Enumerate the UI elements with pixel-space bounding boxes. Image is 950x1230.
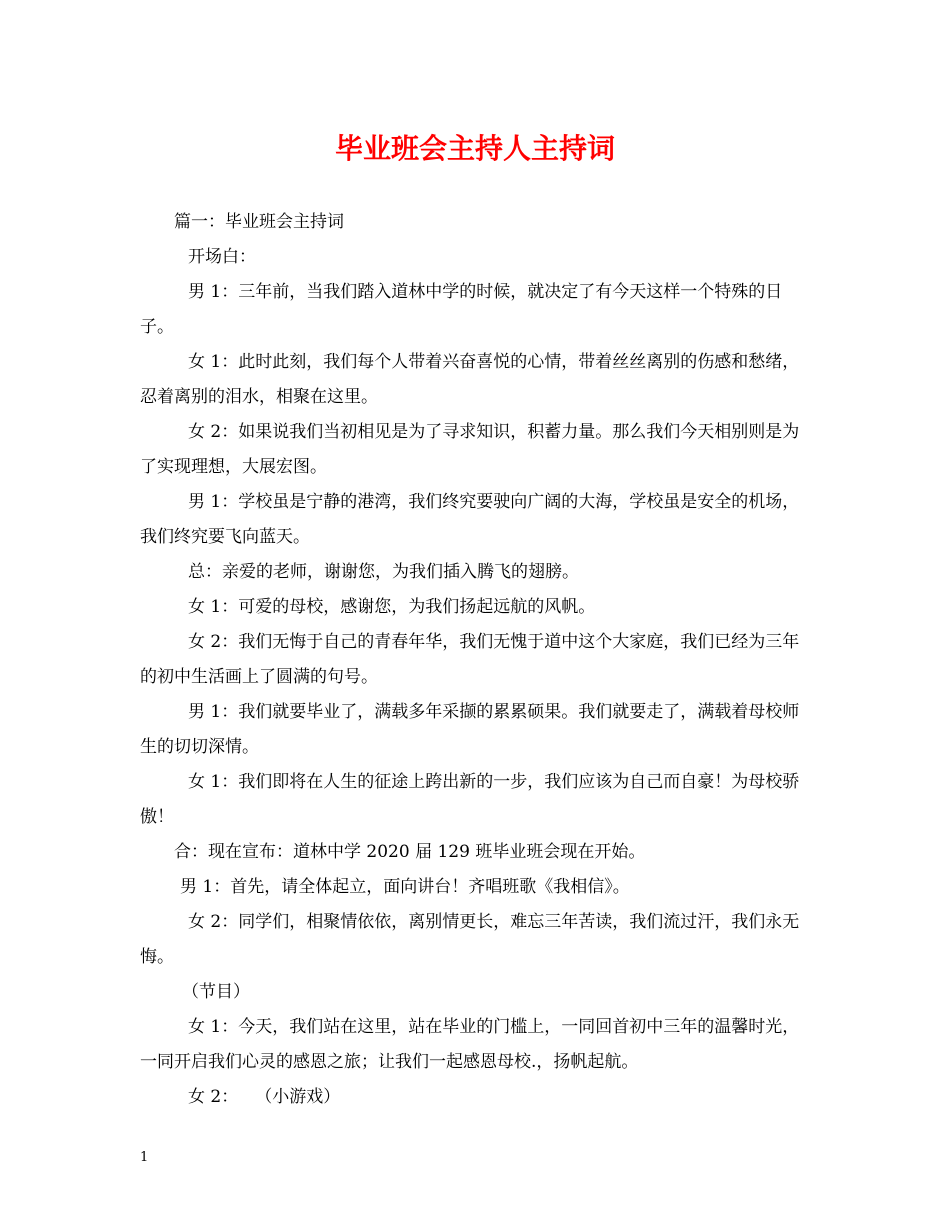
page-number: 1 <box>140 1150 149 1165</box>
paragraph: 女 1：此时此刻，我们每个人带着兴奋喜悦的心情，带着丝丝离别的伤感和愁绪，忍着离别的泪水，相聚在这里。 <box>140 352 800 407</box>
paragraph: 女 2：同学们，相聚情依依，离别情更长，难忘三年苦读，我们流过汗，我们永无悔。 <box>140 912 800 967</box>
paragraph: 男 1：学校虽是宁静的港湾，我们终究要驶向广阔的大海，学校虽是安全的机场，我们终究要飞向蓝天。 <box>140 492 800 547</box>
paragraph: 总：亲爱的老师，谢谢您，为我们插入腾飞的翅膀。 <box>188 562 579 582</box>
paragraph: 女 2： （小游戏） <box>188 1087 341 1107</box>
paragraph: 女 2：如果说我们当初相见是为了寻求知识，积蓄力量。那么我们今天相别则是为了实现理想，大展宏图。 <box>140 422 800 477</box>
paragraph: 男 1：三年前，当我们踏入道林中学的时候，就决定了有今天这样一个特殊的日子。 <box>140 282 783 337</box>
document-title: 毕业班会主持人主持词 <box>334 132 615 165</box>
paragraph: 女 1：今天，我们站在这里，站在毕业的门槛上，一同回首初中三年的温馨时光，一同开启我们心灵的感恩之旅；让我们一起感恩母校.，扬帆起航。 <box>140 1017 800 1072</box>
document-body <box>140 205 816 1115</box>
paragraph: （节目） <box>182 982 250 1002</box>
paragraph: 男 1：首先，请全体起立，面向讲台！齐唱班歌《我相信》。 <box>180 877 630 897</box>
paragraph: 女 2：我们无悔于自己的青春年华，我们无愧于道中这个大家庭，我们已经为三年的初中生活画上了圆满的句号。 <box>140 632 800 687</box>
paragraph: 男 1：我们就要毕业了，满载多年采撷的累累硕果。我们就要走了，满载着母校师生的切切深情。 <box>140 702 800 757</box>
paragraph: 开场白： <box>188 247 256 267</box>
paragraph: 篇一：毕业班会主持词 <box>174 212 344 232</box>
paragraph: 女 1：可爱的母校，感谢您，为我们扬起远航的风帆。 <box>188 597 596 617</box>
paragraph: 女 1：我们即将在人生的征途上跨出新的一步，我们应该为自己而自豪！为母校骄傲！ <box>140 772 800 827</box>
paragraph: 合：现在宣布：道林中学 2020 届 129 班毕业班会现在开始。 <box>174 842 646 862</box>
